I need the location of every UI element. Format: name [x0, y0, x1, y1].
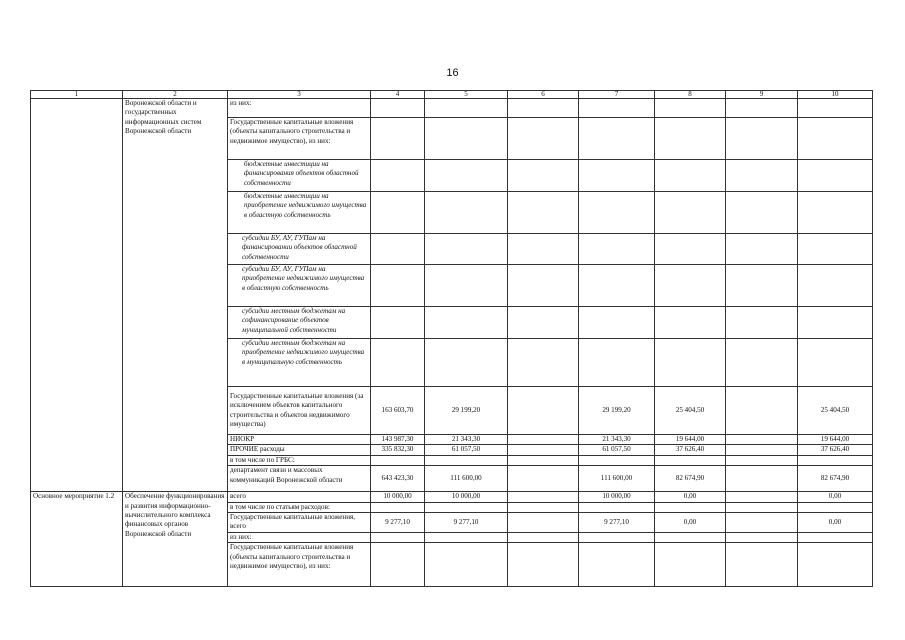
- cell-col10: 37 626,40: [798, 445, 873, 455]
- cell-col8: 37 626,40: [655, 445, 726, 455]
- row-label: Государственные капитальные вложения (объекты капитального строительства и недвижимое имущество), из них:: [228, 543, 371, 587]
- cell-program-name: Воронежской области и государственных информационных систем Воронежской области: [123, 99, 228, 492]
- table-row: [31, 99, 873, 118]
- cell-col5: 10 000,00: [425, 492, 508, 502]
- col-header: 9: [726, 91, 798, 99]
- cell-col4: 643 423,30: [371, 466, 425, 492]
- col-header: 4: [371, 91, 425, 99]
- cell-col10: 19 644,00: [798, 435, 873, 445]
- cell-col7: 111 600,00: [579, 466, 655, 492]
- row-label: субсидии БУ, АУ, ГУПам на финансировании объектов областной собственности: [228, 234, 371, 265]
- cell-col10: 25 404,50: [798, 387, 873, 435]
- row-label: всего: [228, 492, 371, 502]
- row-label: Государственные капитальные вложения (за исключением объектов капитального строительства и объектов недвижимого имущества): [228, 387, 371, 435]
- row-label: субсидии БУ, АУ, ГУПам на приобретение недвижимого имущества в областную собственность: [228, 265, 371, 307]
- cell-col10: 0,00: [798, 513, 873, 533]
- cell-col4: 143 987,30: [371, 435, 425, 445]
- col-header: 2: [123, 91, 228, 99]
- cell-program-name: Обеспечение функционирования и развития информационно-вычислительного комплекса финансовых органов Воронежской области: [123, 492, 228, 587]
- cell-col8: 0,00: [655, 513, 726, 533]
- cell-col5: 111 600,00: [425, 466, 508, 492]
- row-label: в том числе по ГРБС:: [228, 455, 371, 465]
- row-label: ПРОЧИЕ расходы: [228, 445, 371, 455]
- cell-col4: 9 277,10: [371, 513, 425, 533]
- row-label: бюджетные инвестиции на приобретение недвижимого имущества в областную собственность: [228, 192, 371, 234]
- row-label: НИОКР: [228, 435, 371, 445]
- col-header: 1: [31, 91, 123, 99]
- cell-col5: 9 277,10: [425, 513, 508, 533]
- row-label: департамент связи и массовых коммуникаций Воронежской области: [228, 466, 371, 492]
- cell-event: Основное мероприятие 1.2: [31, 492, 123, 587]
- col-header: 3: [228, 91, 371, 99]
- row-label: бюджетные инвестиции на финансирования объектов областной собственности: [228, 160, 371, 192]
- cell-col7: 29 199,20: [579, 387, 655, 435]
- col-header: 5: [425, 91, 508, 99]
- cell-col4: 335 832,30: [371, 445, 425, 455]
- cell-col7: 10 000,00: [579, 492, 655, 502]
- cell-col5: 61 057,50: [425, 445, 508, 455]
- col-header: 10: [798, 91, 873, 99]
- row-label: из них:: [228, 533, 371, 543]
- cell-col7: 61 057,50: [579, 445, 655, 455]
- cell-col5: 21 343,30: [425, 435, 508, 445]
- row-label: субсидии местным бюджетам на софинансирование объектов муниципальной собственности: [228, 307, 371, 339]
- cell-col8: 0,00: [655, 492, 726, 502]
- cell-col7: 21 343,30: [579, 435, 655, 445]
- row-label: в том числе по статьям расходов:: [228, 502, 371, 512]
- cell-col8: 82 674,90: [655, 466, 726, 492]
- cell-col4: 163 603,70: [371, 387, 425, 435]
- row-label: Государственные капитальные вложения, всего: [228, 513, 371, 533]
- table-row: [31, 492, 873, 502]
- row-label: субсидии местным бюджетам на приобретение недвижимого имущества в муниципальную собственность: [228, 339, 371, 387]
- cell-col10: 0,00: [798, 492, 873, 502]
- row-label: из них:: [228, 99, 371, 118]
- cell-event: [31, 99, 123, 492]
- cell-col7: 9 277,10: [579, 513, 655, 533]
- cell-col8: 19 644,00: [655, 435, 726, 445]
- row-label: Государственные капитальные вложения (объекты капитального строительства и недвижимое имущество), из них:: [228, 118, 371, 160]
- cell-col10: 82 674,90: [798, 466, 873, 492]
- cell-col4: 10 000,00: [371, 492, 425, 502]
- col-header: 8: [655, 91, 726, 99]
- col-header: 7: [579, 91, 655, 99]
- budget-table: [30, 90, 873, 587]
- cell-col5: 29 199,20: [425, 387, 508, 435]
- cell-col8: 25 404,50: [655, 387, 726, 435]
- col-header: 6: [508, 91, 579, 99]
- column-number-row: [31, 91, 873, 99]
- page-number: 16: [446, 67, 459, 79]
